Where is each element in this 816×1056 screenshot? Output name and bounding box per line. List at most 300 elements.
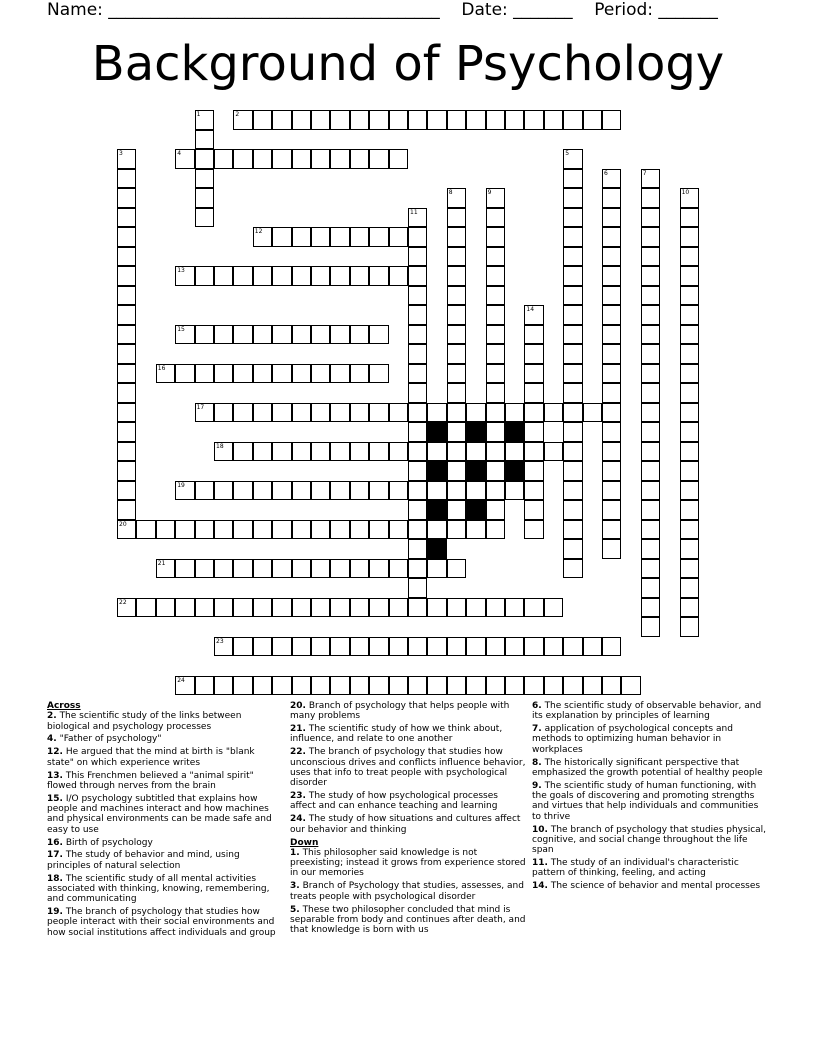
grid-cell[interactable] [447,247,466,267]
grid-cell[interactable] [311,520,330,540]
grid-cell[interactable] [369,598,388,618]
grid-cell[interactable] [253,481,272,501]
grid-cell[interactable] [563,305,582,325]
grid-cell[interactable] [389,110,408,130]
grid-cell[interactable] [505,637,524,657]
grid-cell[interactable] [680,442,699,462]
grid-cell[interactable] [117,383,136,403]
grid-cell[interactable] [602,442,621,462]
grid-cell[interactable] [466,598,485,618]
grid-cell[interactable] [447,208,466,228]
grid-cell[interactable] [486,598,505,618]
grid-cell[interactable] [602,208,621,228]
grid-cell[interactable] [195,325,214,345]
grid-cell[interactable] [408,208,427,228]
grid-cell[interactable] [292,227,311,247]
grid-cell[interactable] [311,403,330,423]
grid-cell[interactable] [680,520,699,540]
grid-cell[interactable] [680,539,699,559]
grid-cell[interactable] [486,188,505,208]
grid-cell[interactable] [641,188,660,208]
grid-cell[interactable] [602,364,621,384]
grid-cell[interactable] [680,422,699,442]
grid-cell[interactable] [447,188,466,208]
grid-cell[interactable] [214,637,233,657]
grid-cell[interactable] [602,461,621,481]
grid-cell[interactable] [253,637,272,657]
grid-cell[interactable] [641,539,660,559]
grid-cell[interactable] [117,442,136,462]
grid-cell[interactable] [563,403,582,423]
grid-cell[interactable] [524,364,543,384]
grid-cell[interactable] [641,286,660,306]
grid-cell[interactable] [680,364,699,384]
grid-cell[interactable] [272,598,291,618]
grid-cell[interactable] [563,520,582,540]
grid-cell[interactable] [117,266,136,286]
grid-cell[interactable] [350,559,369,579]
grid-cell[interactable] [680,617,699,637]
grid-cell[interactable] [272,559,291,579]
grid-cell[interactable] [389,481,408,501]
grid-cell[interactable] [195,676,214,696]
grid-cell[interactable] [466,403,485,423]
grid-cell[interactable] [563,422,582,442]
grid-cell[interactable] [330,637,349,657]
grid-cell[interactable] [641,325,660,345]
grid-cell[interactable] [408,500,427,520]
grid-cell[interactable] [680,188,699,208]
grid-cell[interactable] [505,676,524,696]
grid-cell[interactable] [272,637,291,657]
grid-cell[interactable] [447,461,466,481]
grid-cell[interactable] [583,403,602,423]
grid-cell[interactable] [369,149,388,169]
grid-cell[interactable] [175,559,194,579]
grid-cell[interactable] [292,481,311,501]
grid-cell[interactable] [330,481,349,501]
grid-cell[interactable] [524,422,543,442]
grid-cell[interactable] [292,403,311,423]
grid-cell[interactable] [524,325,543,345]
grid-cell[interactable] [408,247,427,267]
grid-cell[interactable] [408,266,427,286]
grid-cell[interactable] [524,110,543,130]
grid-cell[interactable] [602,286,621,306]
grid-cell[interactable] [447,403,466,423]
grid-cell[interactable] [195,559,214,579]
grid-cell[interactable] [641,208,660,228]
grid-cell[interactable] [427,110,446,130]
grid-cell[interactable] [117,286,136,306]
grid-cell[interactable] [563,325,582,345]
grid-cell[interactable] [680,559,699,579]
grid-cell[interactable] [253,364,272,384]
grid-cell[interactable] [486,500,505,520]
grid-cell[interactable] [175,325,194,345]
grid-cell[interactable] [369,110,388,130]
grid-cell[interactable] [253,598,272,618]
grid-cell[interactable] [369,403,388,423]
grid-cell[interactable] [408,344,427,364]
grid-cell[interactable] [466,637,485,657]
grid-cell[interactable] [389,227,408,247]
grid-cell[interactable] [117,227,136,247]
grid-cell[interactable] [544,403,563,423]
grid-cell[interactable] [641,578,660,598]
grid-cell[interactable] [117,500,136,520]
grid-cell[interactable] [563,559,582,579]
grid-cell[interactable] [408,578,427,598]
grid-cell[interactable] [563,442,582,462]
grid-cell[interactable] [389,520,408,540]
grid-cell[interactable] [563,208,582,228]
grid-cell[interactable] [486,520,505,540]
grid-cell[interactable] [563,383,582,403]
grid-cell[interactable] [233,676,252,696]
grid-cell[interactable] [505,110,524,130]
grid-cell[interactable] [369,442,388,462]
grid-cell[interactable] [233,637,252,657]
grid-cell[interactable] [524,637,543,657]
grid-cell[interactable] [680,461,699,481]
grid-cell[interactable] [253,266,272,286]
grid-cell[interactable] [563,188,582,208]
grid-cell[interactable] [524,676,543,696]
grid-cell[interactable] [563,169,582,189]
grid-cell[interactable] [389,442,408,462]
grid-cell[interactable] [253,325,272,345]
grid-cell[interactable] [641,266,660,286]
grid-cell[interactable] [292,149,311,169]
grid-cell[interactable] [117,520,136,540]
grid-cell[interactable] [195,520,214,540]
grid-cell[interactable] [680,266,699,286]
grid-cell[interactable] [214,149,233,169]
grid-cell[interactable] [369,325,388,345]
grid-cell[interactable] [447,227,466,247]
grid-cell[interactable] [330,598,349,618]
grid-cell[interactable] [602,637,621,657]
grid-cell[interactable] [563,344,582,364]
grid-cell[interactable] [486,422,505,442]
grid-cell[interactable] [641,461,660,481]
grid-cell[interactable] [117,344,136,364]
grid-cell[interactable] [253,559,272,579]
grid-cell[interactable] [641,383,660,403]
grid-cell[interactable] [311,442,330,462]
grid-cell[interactable] [447,325,466,345]
grid-cell[interactable] [447,364,466,384]
grid-cell[interactable] [524,500,543,520]
grid-cell[interactable] [563,364,582,384]
grid-cell[interactable] [486,325,505,345]
grid-cell[interactable] [369,364,388,384]
grid-cell[interactable] [486,383,505,403]
grid-cell[interactable] [389,637,408,657]
grid-cell[interactable] [427,676,446,696]
grid-cell[interactable] [408,325,427,345]
grid-cell[interactable] [408,442,427,462]
grid-cell[interactable] [292,598,311,618]
grid-cell[interactable] [524,403,543,423]
grid-cell[interactable] [117,247,136,267]
grid-cell[interactable] [311,637,330,657]
grid-cell[interactable] [641,481,660,501]
grid-cell[interactable] [311,325,330,345]
grid-cell[interactable] [641,247,660,267]
grid-cell[interactable] [311,481,330,501]
grid-cell[interactable] [369,520,388,540]
grid-cell[interactable] [272,364,291,384]
grid-cell[interactable] [311,227,330,247]
grid-cell[interactable] [214,403,233,423]
grid-cell[interactable] [505,481,524,501]
grid-cell[interactable] [311,149,330,169]
grid-cell[interactable] [486,461,505,481]
grid-cell[interactable] [583,110,602,130]
grid-cell[interactable] [447,559,466,579]
grid-cell[interactable] [641,500,660,520]
grid-cell[interactable] [214,266,233,286]
grid-cell[interactable] [350,110,369,130]
grid-cell[interactable] [602,325,621,345]
grid-cell[interactable] [408,676,427,696]
grid-cell[interactable] [486,110,505,130]
grid-cell[interactable] [117,598,136,618]
grid-cell[interactable] [641,559,660,579]
grid-cell[interactable] [524,344,543,364]
grid-cell[interactable] [408,383,427,403]
grid-cell[interactable] [602,344,621,364]
grid-cell[interactable] [602,422,621,442]
grid-cell[interactable] [486,286,505,306]
grid-cell[interactable] [602,676,621,696]
grid-cell[interactable] [621,676,640,696]
grid-cell[interactable] [253,442,272,462]
grid-cell[interactable] [680,305,699,325]
grid-cell[interactable] [311,266,330,286]
grid-cell[interactable] [680,208,699,228]
grid-cell[interactable] [214,442,233,462]
grid-cell[interactable] [524,520,543,540]
grid-cell[interactable] [195,130,214,150]
grid-cell[interactable] [350,637,369,657]
grid-cell[interactable] [350,266,369,286]
grid-cell[interactable] [292,637,311,657]
grid-cell[interactable] [330,227,349,247]
grid-cell[interactable] [350,442,369,462]
grid-cell[interactable] [602,520,621,540]
grid-cell[interactable] [602,266,621,286]
grid-cell[interactable] [524,383,543,403]
grid-cell[interactable] [447,481,466,501]
grid-cell[interactable] [641,617,660,637]
grid-cell[interactable] [408,305,427,325]
grid-cell[interactable] [272,266,291,286]
grid-cell[interactable] [408,286,427,306]
grid-cell[interactable] [641,344,660,364]
grid-cell[interactable] [680,247,699,267]
grid-cell[interactable] [233,403,252,423]
grid-cell[interactable] [544,598,563,618]
grid-cell[interactable] [195,364,214,384]
grid-cell[interactable] [486,442,505,462]
grid-cell[interactable] [563,637,582,657]
grid-cell[interactable] [233,559,252,579]
grid-cell[interactable] [447,110,466,130]
grid-cell[interactable] [447,676,466,696]
grid-cell[interactable] [680,325,699,345]
grid-cell[interactable] [447,598,466,618]
grid-cell[interactable] [195,266,214,286]
grid-cell[interactable] [447,637,466,657]
grid-cell[interactable] [466,110,485,130]
grid-cell[interactable] [505,442,524,462]
grid-cell[interactable] [214,364,233,384]
grid-cell[interactable] [233,520,252,540]
grid-cell[interactable] [544,442,563,462]
grid-cell[interactable] [195,208,214,228]
grid-cell[interactable] [427,637,446,657]
grid-cell[interactable] [408,422,427,442]
grid-cell[interactable] [233,481,252,501]
grid-cell[interactable] [389,559,408,579]
grid-cell[interactable] [175,149,194,169]
grid-cell[interactable] [253,520,272,540]
grid-cell[interactable] [175,520,194,540]
grid-cell[interactable] [214,559,233,579]
grid-cell[interactable] [641,422,660,442]
grid-cell[interactable] [195,403,214,423]
grid-cell[interactable] [524,305,543,325]
grid-cell[interactable] [447,344,466,364]
grid-cell[interactable] [641,442,660,462]
grid-cell[interactable] [602,188,621,208]
grid-cell[interactable] [369,637,388,657]
grid-cell[interactable] [136,598,155,618]
grid-cell[interactable] [195,481,214,501]
grid-cell[interactable] [389,149,408,169]
grid-cell[interactable] [330,520,349,540]
grid-cell[interactable] [214,520,233,540]
grid-cell[interactable] [408,481,427,501]
grid-cell[interactable] [563,286,582,306]
grid-cell[interactable] [602,169,621,189]
grid-cell[interactable] [563,539,582,559]
grid-cell[interactable] [486,208,505,228]
grid-cell[interactable] [563,149,582,169]
grid-cell[interactable] [311,598,330,618]
grid-cell[interactable] [602,110,621,130]
grid-cell[interactable] [117,461,136,481]
grid-cell[interactable] [680,598,699,618]
grid-cell[interactable] [214,481,233,501]
grid-cell[interactable] [408,598,427,618]
grid-cell[interactable] [233,442,252,462]
grid-cell[interactable] [156,598,175,618]
grid-cell[interactable] [486,481,505,501]
grid-cell[interactable] [680,481,699,501]
grid-cell[interactable] [253,149,272,169]
grid-cell[interactable] [641,227,660,247]
grid-cell[interactable] [214,325,233,345]
grid-cell[interactable] [233,149,252,169]
grid-cell[interactable] [641,598,660,618]
grid-cell[interactable] [195,110,214,130]
grid-cell[interactable] [117,188,136,208]
grid-cell[interactable] [272,676,291,696]
grid-cell[interactable] [195,598,214,618]
grid-cell[interactable] [466,676,485,696]
grid-cell[interactable] [272,442,291,462]
grid-cell[interactable] [117,169,136,189]
grid-cell[interactable] [544,110,563,130]
grid-cell[interactable] [389,403,408,423]
grid-cell[interactable] [350,598,369,618]
grid-cell[interactable] [486,364,505,384]
grid-cell[interactable] [427,403,446,423]
grid-cell[interactable] [602,481,621,501]
grid-cell[interactable] [447,286,466,306]
grid-cell[interactable] [117,364,136,384]
grid-cell[interactable] [330,110,349,130]
grid-cell[interactable] [350,481,369,501]
grid-cell[interactable] [505,403,524,423]
grid-cell[interactable] [330,325,349,345]
grid-cell[interactable] [292,676,311,696]
grid-cell[interactable] [641,169,660,189]
grid-cell[interactable] [447,422,466,442]
grid-cell[interactable] [350,364,369,384]
grid-cell[interactable] [563,500,582,520]
grid-cell[interactable] [486,637,505,657]
grid-cell[interactable] [233,325,252,345]
grid-cell[interactable] [563,110,582,130]
grid-cell[interactable] [408,461,427,481]
grid-cell[interactable] [175,598,194,618]
grid-cell[interactable] [563,266,582,286]
grid-cell[interactable] [447,500,466,520]
grid-cell[interactable] [602,227,621,247]
grid-cell[interactable] [292,266,311,286]
grid-cell[interactable] [563,676,582,696]
grid-cell[interactable] [486,676,505,696]
grid-cell[interactable] [272,110,291,130]
grid-cell[interactable] [408,110,427,130]
grid-cell[interactable] [544,676,563,696]
grid-cell[interactable] [389,676,408,696]
grid-cell[interactable] [117,422,136,442]
grid-cell[interactable] [330,676,349,696]
grid-cell[interactable] [175,364,194,384]
grid-cell[interactable] [369,676,388,696]
grid-cell[interactable] [233,266,252,286]
grid-cell[interactable] [563,481,582,501]
grid-cell[interactable] [641,364,660,384]
grid-cell[interactable] [272,520,291,540]
grid-cell[interactable] [195,188,214,208]
grid-cell[interactable] [272,149,291,169]
grid-cell[interactable] [602,500,621,520]
grid-cell[interactable] [505,598,524,618]
grid-cell[interactable] [524,481,543,501]
grid-cell[interactable] [117,403,136,423]
grid-cell[interactable] [563,461,582,481]
grid-cell[interactable] [427,598,446,618]
grid-cell[interactable] [641,403,660,423]
grid-cell[interactable] [253,227,272,247]
